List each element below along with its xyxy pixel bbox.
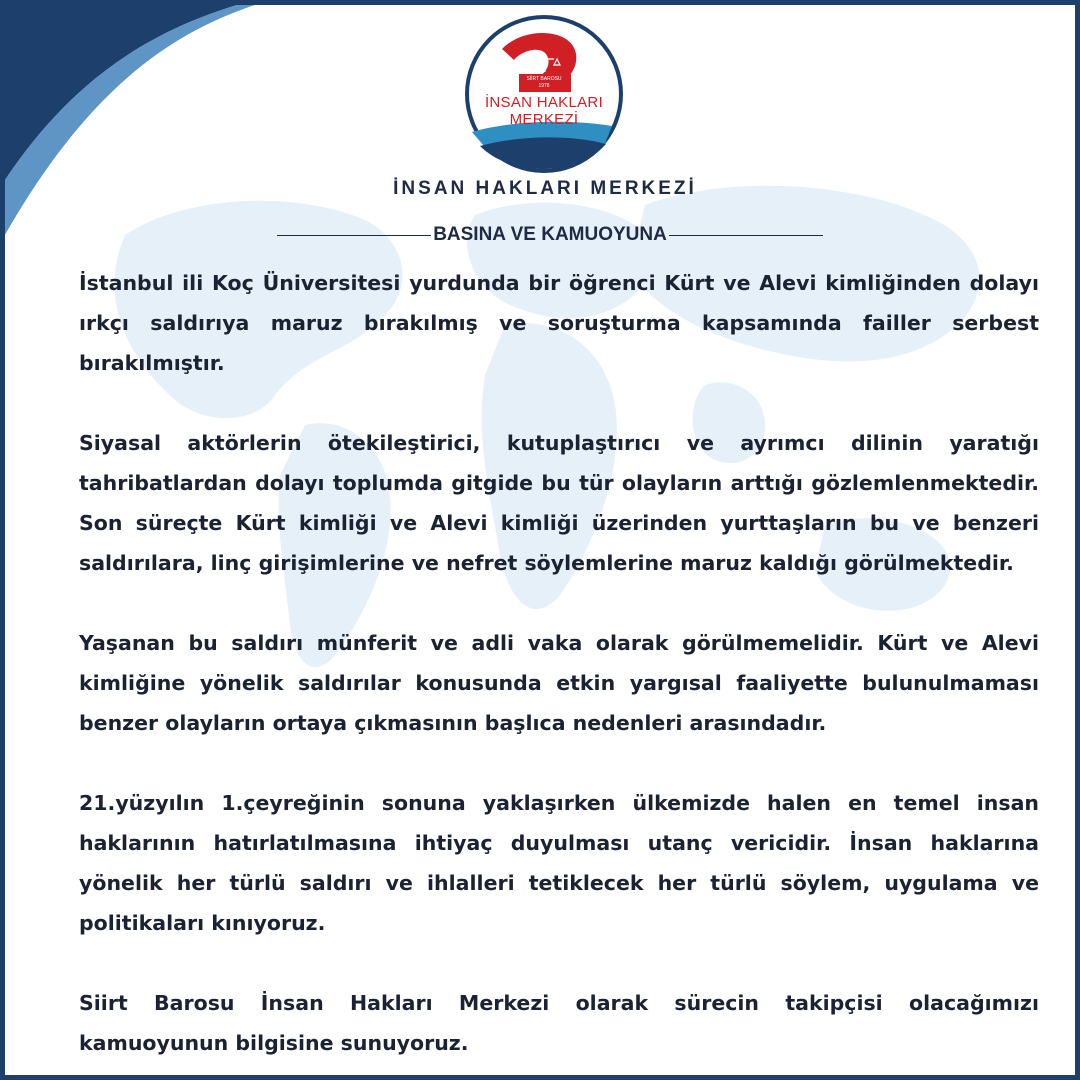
organization-logo (464, 14, 624, 174)
subtitle: BASINA VE KAMUOYUNA (433, 224, 667, 245)
subtitle-rule-left (277, 235, 431, 236)
paragraph-2: Siyasal aktörlerin ötekileştirici, kutuplaştırıcı ve ayrımcı dilinin yaratığı tahribatlardan dolayı toplumda gitgide bu tür olayların arttığı gözlemlenmektedir. Son süreçte Kürt kimliği ve Alevi kimliği üzerinden yurttaşların bu ve benzeri saldırılara, linç girişimlerine ve nefret söylemlerine maruz kaldığı görülmektedir. (79, 431, 1039, 575)
logo-bar-name: SİİRT BAROSU (526, 76, 562, 82)
paragraph-1: İstanbul ili Koç Üniversitesi yurdunda bir öğrenci Kürt ve Alevi kimliğinden dolayı ırkçı saldırıya maruz bırakılmış ve soruşturma kapsamında failler serbest bırakılmıştır. (79, 271, 1039, 375)
paragraph-4: 21.yüzyılın 1.çeyreğinin sonuna yaklaşırken ülkemizde halen en temel insan haklarının hatırlatılmasına ihtiyaç duyulması utanç vericidir. İnsan haklarına yönelik her türlü saldırı ve ihlalleri tetiklecek her türlü söylem, uygulama ve politikaları kınıyoruz. (79, 791, 1039, 935)
logo-text-line1: İNSAN HAKLARI (484, 94, 604, 111)
subtitle-rule-right (669, 235, 823, 236)
paragraph-3: Yaşanan bu saldırı münferit ve adli vaka olarak görülmemelidir. Kürt ve Alevi kimliğine yönelik saldırılar konusunda etkin yargısal faaliyette bulunulmaması benzer olayların ortaya çıkmasının başlıca nedenleri arasındadır. (79, 631, 1039, 735)
statement-body (79, 263, 1039, 1080)
logo-text-line2: MERKEZİ (509, 111, 579, 128)
paragraph-5: Siirt Barosu İnsan Hakları Merkezi olarak sürecin takipçisi olacağımızı kamuoyunun bilgisine sunuyoruz. (79, 991, 1039, 1055)
logo-year: 1978 (538, 83, 550, 89)
organization-title: İNSAN HAKLARI MERKEZİ (393, 178, 697, 199)
subtitle-row (277, 223, 823, 247)
